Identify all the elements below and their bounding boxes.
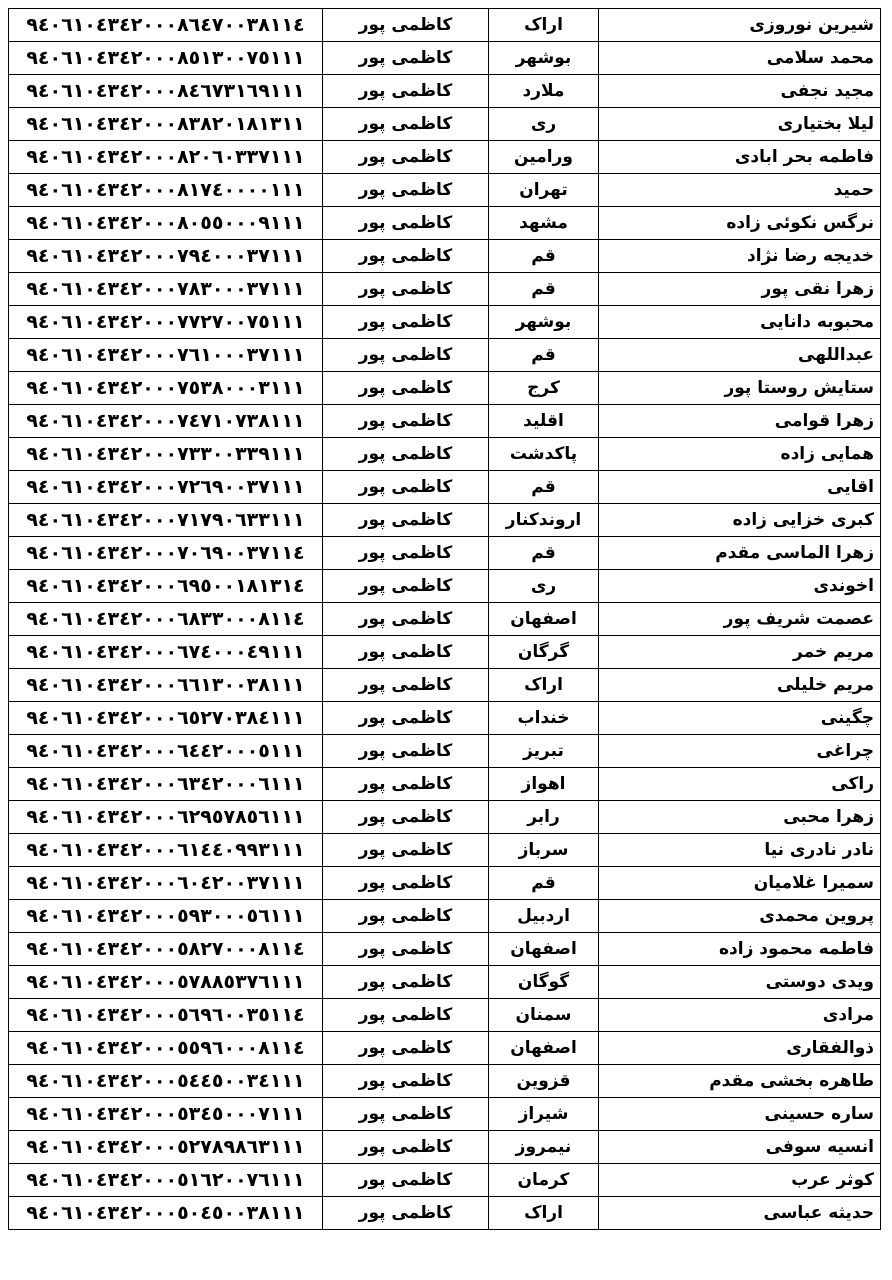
person-name-cell: مریم خمر xyxy=(599,636,881,669)
table-row xyxy=(9,471,881,504)
agent-name-cell: کاظمی پور xyxy=(323,834,489,867)
person-name-cell: همایی زاده xyxy=(599,438,881,471)
agent-name-cell: کاظمی پور xyxy=(323,141,489,174)
person-name-cell: ذوالفقاری xyxy=(599,1032,881,1065)
person-name-cell: حدیثه عباسی xyxy=(599,1197,881,1230)
table-row xyxy=(9,372,881,405)
person-name-cell: راکی xyxy=(599,768,881,801)
tracking-code-cell: ۹٤۰٦١۰٤٣٤٢۰۰۰٧٤٧١۰٧٣۸١١١ xyxy=(9,405,323,438)
agent-name-cell: کاظمی پور xyxy=(323,1131,489,1164)
table-row xyxy=(9,999,881,1032)
agent-name-cell: کاظمی پور xyxy=(323,504,489,537)
tracking-code-cell: ۹٤۰٦١۰٤٣٤٢۰۰۰٥۹٣۰۰۰٥٦١١١ xyxy=(9,900,323,933)
tracking-code-cell: ۹٤۰٦١۰٤٣٤٢۰۰۰٦۸٣٣۰۰۰۸١١٤ xyxy=(9,603,323,636)
table-row xyxy=(9,768,881,801)
tracking-code-cell: ۹٤۰٦١۰٤٣٤٢۰۰۰٧۹٤۰۰۰٣٧١١١ xyxy=(9,240,323,273)
city-cell: گرگان xyxy=(489,636,599,669)
table-row xyxy=(9,702,881,735)
tracking-code-cell: ۹٤۰٦١۰٤٣٤٢۰۰۰۸٢۰٦۰٣٣٧١١١ xyxy=(9,141,323,174)
person-name-cell: زهرا نقی پور xyxy=(599,273,881,306)
tracking-code-cell: ۹٤۰٦١۰٤٣٤٢۰۰۰٥٤٤٥۰۰٣٤١١١ xyxy=(9,1065,323,1098)
tracking-code-cell: ۹٤۰٦١۰٤٣٤٢۰۰۰٧۸٣۰۰۰٣٧١١١ xyxy=(9,273,323,306)
agent-name-cell: کاظمی پور xyxy=(323,471,489,504)
table-row xyxy=(9,1098,881,1131)
agent-name-cell: کاظمی پور xyxy=(323,372,489,405)
city-cell: اراک xyxy=(489,1197,599,1230)
city-cell: پاکدشت xyxy=(489,438,599,471)
agent-name-cell: کاظمی پور xyxy=(323,1098,489,1131)
table-row xyxy=(9,240,881,273)
city-cell: اصفهان xyxy=(489,933,599,966)
tracking-code-cell: ۹٤۰٦١۰٤٣٤٢۰۰۰۸۰٥٥۰۰۰۹١١١ xyxy=(9,207,323,240)
person-name-cell: کوثر عرب xyxy=(599,1164,881,1197)
agent-name-cell: کاظمی پور xyxy=(323,306,489,339)
agent-name-cell: کاظمی پور xyxy=(323,999,489,1032)
table-row xyxy=(9,801,881,834)
agent-name-cell: کاظمی پور xyxy=(323,669,489,702)
city-cell: سمنان xyxy=(489,999,599,1032)
table-row xyxy=(9,306,881,339)
tracking-code-cell: ۹٤۰٦١۰٤٣٤٢۰۰۰٦٤٤٢۰۰۰٥١١١ xyxy=(9,735,323,768)
person-name-cell: کبری خزایی زاده xyxy=(599,504,881,537)
table-row xyxy=(9,9,881,42)
city-cell: ملارد xyxy=(489,75,599,108)
person-name-cell: فاطمه محمود زاده xyxy=(599,933,881,966)
person-name-cell: حمید xyxy=(599,174,881,207)
table-row xyxy=(9,900,881,933)
tracking-code-cell: ۹٤۰٦١۰٤٣٤٢۰۰۰٦۹٥۰۰١۸١٣١٤ xyxy=(9,570,323,603)
table-row xyxy=(9,339,881,372)
roster-table xyxy=(8,8,881,1230)
agent-name-cell: کاظمی پور xyxy=(323,768,489,801)
table-row xyxy=(9,174,881,207)
city-cell: سرباز xyxy=(489,834,599,867)
city-cell: تبریز xyxy=(489,735,599,768)
table-row xyxy=(9,834,881,867)
tracking-code-cell: ۹٤۰٦١۰٤٣٤٢۰۰۰٥۸٢٧۰۰۰۸١١٤ xyxy=(9,933,323,966)
agent-name-cell: کاظمی پور xyxy=(323,735,489,768)
tracking-code-cell: ۹٤۰٦١۰٤٣٤٢۰۰۰۸٦٤٧۰۰٣٨١١٤ xyxy=(9,9,323,42)
city-cell: ری xyxy=(489,570,599,603)
tracking-code-cell: ۹٤۰٦١۰٤٣٤٢۰۰۰٦٣٤٢۰۰۰٦١١١ xyxy=(9,768,323,801)
city-cell: قم xyxy=(489,867,599,900)
agent-name-cell: کاظمی پور xyxy=(323,570,489,603)
table-row xyxy=(9,42,881,75)
city-cell: گوگان xyxy=(489,966,599,999)
table-row xyxy=(9,537,881,570)
tracking-code-cell: ۹٤۰٦١۰٤٣٤٢۰۰۰٥۰٤٥۰۰٣۸١١١ xyxy=(9,1197,323,1230)
agent-name-cell: کاظمی پور xyxy=(323,108,489,141)
table-row xyxy=(9,504,881,537)
person-name-cell: نرگس نکوئی زاده xyxy=(599,207,881,240)
tracking-code-cell: ۹٤۰٦١۰٤٣٤٢۰۰۰٧٦١۰۰۰٣٧١١١ xyxy=(9,339,323,372)
agent-name-cell: کاظمی پور xyxy=(323,207,489,240)
table-row xyxy=(9,207,881,240)
person-name-cell: عصمت شریف پور xyxy=(599,603,881,636)
table-row xyxy=(9,867,881,900)
agent-name-cell: کاظمی پور xyxy=(323,603,489,636)
city-cell: قم xyxy=(489,537,599,570)
city-cell: ورامین xyxy=(489,141,599,174)
agent-name-cell: کاظمی پور xyxy=(323,75,489,108)
agent-name-cell: کاظمی پور xyxy=(323,339,489,372)
person-name-cell: نادر نادری نیا xyxy=(599,834,881,867)
table-row xyxy=(9,405,881,438)
city-cell: خنداب xyxy=(489,702,599,735)
agent-name-cell: کاظمی پور xyxy=(323,702,489,735)
agent-name-cell: کاظمی پور xyxy=(323,900,489,933)
city-cell: شیراز xyxy=(489,1098,599,1131)
tracking-code-cell: ۹٤۰٦١۰٤٣٤٢۰۰۰۸١٧٤۰۰۰۰١١١ xyxy=(9,174,323,207)
tracking-code-cell: ۹٤۰٦١۰٤٣٤٢۰۰۰٥٧۸۸٥٣٧٦١١١ xyxy=(9,966,323,999)
person-name-cell: انسیه سوفی xyxy=(599,1131,881,1164)
city-cell: اراک xyxy=(489,9,599,42)
tracking-code-cell: ۹٤۰٦١۰٤٣٤٢۰۰۰٥١٦٢۰۰٧٦١١١ xyxy=(9,1164,323,1197)
table-row xyxy=(9,933,881,966)
tracking-code-cell: ۹٤۰٦١۰٤٣٤٢۰۰۰۸٥١٣۰۰٧٥١١١ xyxy=(9,42,323,75)
person-name-cell: ویدی دوستی xyxy=(599,966,881,999)
city-cell: اصفهان xyxy=(489,603,599,636)
table-row xyxy=(9,966,881,999)
table-row xyxy=(9,1197,881,1230)
tracking-code-cell: ۹٤۰٦١۰٤٣٤٢۰۰۰٥٦۹٦۰۰٣٥١١٤ xyxy=(9,999,323,1032)
tracking-code-cell: ۹٤۰٦١۰٤٣٤٢۰۰۰٥٥۹٦۰۰۰۸١١٤ xyxy=(9,1032,323,1065)
table-row xyxy=(9,1032,881,1065)
agent-name-cell: کاظمی پور xyxy=(323,9,489,42)
table-row xyxy=(9,273,881,306)
person-name-cell: چگینی xyxy=(599,702,881,735)
city-cell: قم xyxy=(489,471,599,504)
city-cell: نیمروز xyxy=(489,1131,599,1164)
city-cell: رابر xyxy=(489,801,599,834)
person-name-cell: ستایش روستا پور xyxy=(599,372,881,405)
agent-name-cell: کاظمی پور xyxy=(323,966,489,999)
city-cell: اصفهان xyxy=(489,1032,599,1065)
tracking-code-cell: ۹٤۰٦١۰٤٣٤٢۰۰۰٦٦١٣۰۰٣۸١١١ xyxy=(9,669,323,702)
agent-name-cell: کاظمی پور xyxy=(323,867,489,900)
city-cell: بوشهر xyxy=(489,306,599,339)
person-name-cell: خدیجه رضا نژاد xyxy=(599,240,881,273)
tracking-code-cell: ۹٤۰٦١۰٤٣٤٢۰۰۰٦۰٤٢۰۰٣٧١١١ xyxy=(9,867,323,900)
person-name-cell: ساره حسینی xyxy=(599,1098,881,1131)
city-cell: قم xyxy=(489,273,599,306)
tracking-code-cell: ۹٤۰٦١۰٤٣٤٢۰۰۰٧١٧۹۰٦٣٣١١١ xyxy=(9,504,323,537)
tracking-code-cell: ۹٤۰٦١۰٤٣٤٢۰۰۰٦٧٤۰۰۰٤۹١١١ xyxy=(9,636,323,669)
city-cell: اروندکنار xyxy=(489,504,599,537)
roster-body xyxy=(9,9,881,1230)
city-cell: بوشهر xyxy=(489,42,599,75)
agent-name-cell: کاظمی پور xyxy=(323,1065,489,1098)
person-name-cell: عبداللهی xyxy=(599,339,881,372)
city-cell: قم xyxy=(489,240,599,273)
tracking-code-cell: ۹٤۰٦١۰٤٣٤٢۰۰۰٦٥٢٧۰٣۸٤١١١ xyxy=(9,702,323,735)
agent-name-cell: کاظمی پور xyxy=(323,636,489,669)
person-name-cell: مرادی xyxy=(599,999,881,1032)
table-row xyxy=(9,570,881,603)
city-cell: قزوین xyxy=(489,1065,599,1098)
city-cell: کرمان xyxy=(489,1164,599,1197)
person-name-cell: زهرا الماسی مقدم xyxy=(599,537,881,570)
agent-name-cell: کاظمی پور xyxy=(323,1197,489,1230)
city-cell: اقلید xyxy=(489,405,599,438)
table-row xyxy=(9,438,881,471)
table-row xyxy=(9,1065,881,1098)
agent-name-cell: کاظمی پور xyxy=(323,240,489,273)
person-name-cell: سمیرا غلامیان xyxy=(599,867,881,900)
table-row xyxy=(9,735,881,768)
person-name-cell: مریم خلیلی xyxy=(599,669,881,702)
person-name-cell: محمد سلامی xyxy=(599,42,881,75)
tracking-code-cell: ۹٤۰٦١۰٤٣٤٢۰۰۰٦٢۹٥٧۸٥٦١١١ xyxy=(9,801,323,834)
table-row xyxy=(9,1164,881,1197)
city-cell: کرج xyxy=(489,372,599,405)
agent-name-cell: کاظمی پور xyxy=(323,801,489,834)
table-row xyxy=(9,75,881,108)
city-cell: اراک xyxy=(489,669,599,702)
table-row xyxy=(9,636,881,669)
table-row xyxy=(9,108,881,141)
tracking-code-cell: ۹٤۰٦١۰٤٣٤٢۰۰۰۸٤٦٧٣١٦٩١١١ xyxy=(9,75,323,108)
city-cell: تهران xyxy=(489,174,599,207)
person-name-cell: زهرا قوامی xyxy=(599,405,881,438)
table-row xyxy=(9,141,881,174)
tracking-code-cell: ۹٤۰٦١۰٤٣٤٢۰۰۰٥٣٤٥۰۰۰٧١١١ xyxy=(9,1098,323,1131)
table-row xyxy=(9,669,881,702)
tracking-code-cell: ۹٤۰٦١۰٤٣٤٢۰۰۰٧۰٦۹۰۰٣٧١١٤ xyxy=(9,537,323,570)
tracking-code-cell: ۹٤۰٦١۰٤٣٤٢۰۰۰٧٢٦۹۰۰٣٧١١١ xyxy=(9,471,323,504)
agent-name-cell: کاظمی پور xyxy=(323,537,489,570)
person-name-cell: اقایی xyxy=(599,471,881,504)
agent-name-cell: کاظمی پور xyxy=(323,42,489,75)
person-name-cell: پروین محمدی xyxy=(599,900,881,933)
person-name-cell: شیرین نوروزی xyxy=(599,9,881,42)
tracking-code-cell: ۹٤۰٦١۰٤٣٤٢۰۰۰٧٣٣۰۰٣٣۹١١١ xyxy=(9,438,323,471)
tracking-code-cell: ۹٤۰٦١۰٤٣٤٢۰۰۰٧٧٢٧۰۰٧٥١١١ xyxy=(9,306,323,339)
tracking-code-cell: ۹٤۰٦١۰٤٣٤٢۰۰۰۸٣۸٢۰١۸١٣١١ xyxy=(9,108,323,141)
person-name-cell: فاطمه بحر ابادی xyxy=(599,141,881,174)
tracking-code-cell: ۹٤۰٦١۰٤٣٤٢۰۰۰٦١٤٤۰۹۹٣١١١ xyxy=(9,834,323,867)
agent-name-cell: کاظمی پور xyxy=(323,273,489,306)
city-cell: قم xyxy=(489,339,599,372)
person-name-cell: طاهره بخشی مقدم xyxy=(599,1065,881,1098)
city-cell: مشهد xyxy=(489,207,599,240)
table-row xyxy=(9,1131,881,1164)
person-name-cell: چراغی xyxy=(599,735,881,768)
agent-name-cell: کاظمی پور xyxy=(323,405,489,438)
person-name-cell: محبوبه دانایی xyxy=(599,306,881,339)
person-name-cell: اخوندی xyxy=(599,570,881,603)
person-name-cell: زهرا محبی xyxy=(599,801,881,834)
agent-name-cell: کاظمی پور xyxy=(323,174,489,207)
city-cell: اهواز xyxy=(489,768,599,801)
agent-name-cell: کاظمی پور xyxy=(323,438,489,471)
person-name-cell: مجید نجفی xyxy=(599,75,881,108)
city-cell: اردبیل xyxy=(489,900,599,933)
tracking-code-cell: ۹٤۰٦١۰٤٣٤٢۰۰۰٧٥٣۸۰۰۰٣١١١ xyxy=(9,372,323,405)
tracking-code-cell: ۹٤۰٦١۰٤٣٤٢۰۰۰٥٢٧۸۹۸٦٣١١١ xyxy=(9,1131,323,1164)
agent-name-cell: کاظمی پور xyxy=(323,1164,489,1197)
agent-name-cell: کاظمی پور xyxy=(323,1032,489,1065)
table-row xyxy=(9,603,881,636)
city-cell: ری xyxy=(489,108,599,141)
agent-name-cell: کاظمی پور xyxy=(323,933,489,966)
person-name-cell: لیلا بختیاری xyxy=(599,108,881,141)
